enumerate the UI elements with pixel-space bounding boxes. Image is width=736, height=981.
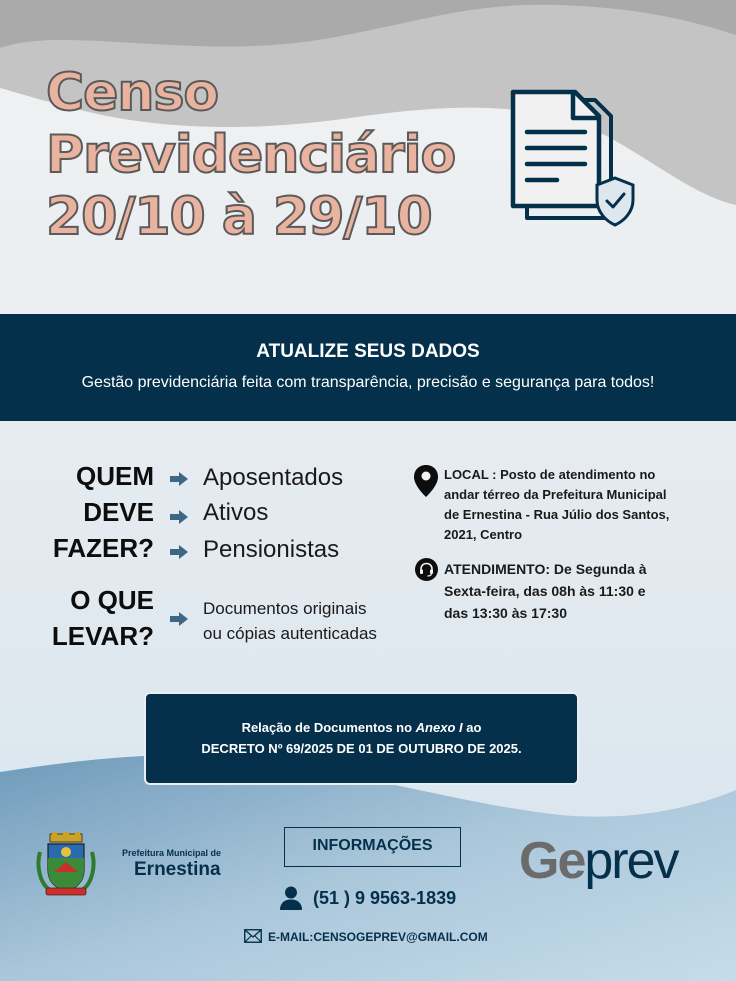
prefeitura-name: Ernestina <box>134 859 221 880</box>
mail-icon <box>244 929 262 943</box>
documents-line-2: DECRETO Nº 69/2025 DE 01 DE OUTUBRO DE 2025. <box>201 741 522 756</box>
info-label: INFORMAÇÕES <box>312 837 433 854</box>
who-label-line-3: FAZER? <box>52 533 154 563</box>
arrow-right-icon <box>170 510 188 524</box>
arrow-right-icon <box>170 472 188 486</box>
who-item-aposentados: Aposentados <box>203 464 344 491</box>
who-label-line-2: DEVE <box>83 497 154 527</box>
email-address[interactable]: E-MAIL:CENSOGEPREV@GMAIL.COM <box>268 930 488 944</box>
title-line-1: Censo <box>46 63 219 123</box>
location-line-1: LOCAL : Posto de atendimento no <box>444 467 656 482</box>
arrow-right-icon <box>170 612 188 626</box>
coat-of-arms-icon <box>36 832 96 898</box>
user-icon <box>280 886 302 910</box>
title-line-3: 20/10 à 29/10 <box>46 187 432 247</box>
what-item-line-2: ou cópias autenticadas <box>203 624 377 643</box>
geprev-logo <box>519 833 678 889</box>
arrow-right-icon <box>170 545 188 559</box>
who-label-line-1: QUEM <box>76 461 154 491</box>
what-label-line-2: LEVAR? <box>51 621 154 651</box>
documents-line-1: Relação de Documentos no Anexo I ao <box>241 720 482 735</box>
banner-title: ATUALIZE SEUS DADOS <box>256 341 480 362</box>
prefeitura-label: Prefeitura Municipal de <box>122 848 222 858</box>
logo-ge: Ge <box>519 832 585 890</box>
location-line-2: andar térreo da Prefeitura Municipal <box>444 487 667 502</box>
document-shield-icon <box>507 88 637 230</box>
what-label-line-1: O QUE <box>70 585 154 615</box>
logo-prev: prev <box>584 832 678 890</box>
title-line-2: Previdenciário <box>46 125 456 185</box>
headset-icon <box>415 558 438 581</box>
who-item-ativos: Ativos <box>203 499 269 526</box>
service-line-2: Sexta-feira, das 08h às 11:30 e <box>444 583 646 599</box>
map-pin-icon <box>414 465 438 497</box>
phone-number[interactable]: (51 ) 9 9563-1839 <box>313 888 457 908</box>
banner <box>0 314 736 421</box>
location-line-3: de Ernestina - Rua Júlio dos Santos, <box>444 507 670 522</box>
what-item-line-1: Documentos originais <box>203 599 367 618</box>
documents-box <box>144 692 579 785</box>
who-item-pensionistas: Pensionistas <box>203 536 340 563</box>
service-line-1: ATENDIMENTO: De Segunda à <box>444 561 647 577</box>
banner-subtitle: Gestão previdenciária feita com transparência, precisão e segurança para todos! <box>81 374 655 391</box>
service-line-3: das 13:30 às 17:30 <box>444 605 567 621</box>
location-line-4: 2021, Centro <box>444 527 523 542</box>
